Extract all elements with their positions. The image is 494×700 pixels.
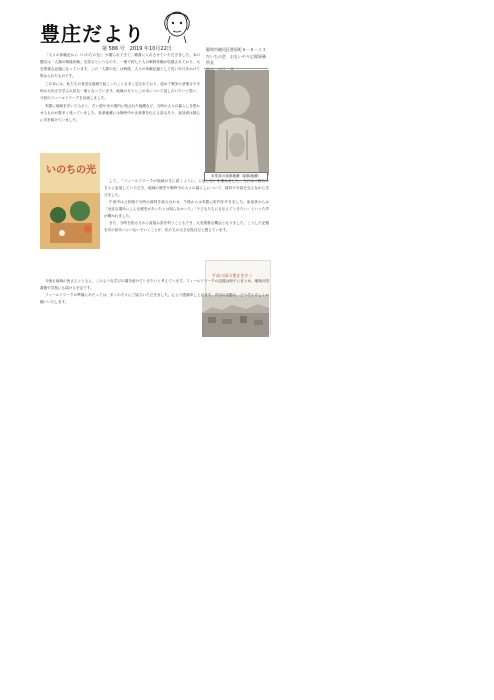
divider (204, 68, 268, 69)
article-closing (40, 278, 269, 306)
intro-paragraph: この本には、私たちの身近な地域で起こったことも多く記されており、改めて戦争の悲惨さや平和の大切さを学ぶ大切な一冊となっています。地域の方々とこの本について話し合いたいと思い、今回のフィールドワークを計画しました。 (40, 82, 200, 100)
jizo-photo (205, 70, 269, 175)
closing-paragraph: 今後も地域の皆さんとともに、このような学びの場を続けていきたいと考えています。フィールドワークの記録は冊子にまとめ、地域の図書館や学校にも届ける予定です。 (40, 279, 269, 290)
closing-paragraph: フィールドワークの準備にあたっては、多くの方々にご協力いただきました。心より感謝申し上げます。次回の活動も、どうぞよろしくお願いいたします。 (40, 293, 269, 304)
book-title: いのちの光 (46, 165, 96, 176)
author-portrait-sketch (160, 6, 194, 44)
intro-paragraph: 「人々の体験記から（いのちの光）」が贈られてきて、蔵書に入れさせていただきました。本の題名は「人類の戦後体験」を語るというもので、一冊で約七十人の戦時体験が収録されており、大変貴重な記録になっています。この「人類の光」は戦後、人々の体験記録として長い年月をかけて集められたものです。 (40, 53, 200, 78)
affiliation-line: 静岡市駿河区豊原町８－８－１３ (206, 47, 266, 52)
issue-line: 第 586 号 2019 年10月22日 (102, 46, 172, 52)
page-title: 豊庄だより (40, 22, 145, 46)
book-cover-image (40, 153, 100, 249)
report-title: 平成の頃の豊庄を歩く (212, 273, 253, 278)
affiliation-line: だいちの会 おもいやり広場事務所長 (206, 53, 266, 66)
main-paragraph: また、当時を知る方から直接お話を伺うこともでき、大変貴重な機会となりました。こうした記憶を次の世代へとつないでいくことが、私たちの大きな役目だと感じています。 (104, 221, 269, 232)
main-paragraph: して、「フィールドワークが地域の方に届くように」と話し合いを重ねました。当日は十数名の方々に参加していただき、地域の歴史や戦時中の人々の暮らしについて、資料や写真を交えながら学びました。 (104, 179, 269, 197)
article-intro (40, 52, 200, 125)
main-paragraph: 午前中は公民館で当時の資料を読み合わせ、午後からは実際に町内を歩きました。参加者からは「身近な場所にこんな歴史があったとは知らなかった」「子どもたちにも伝えていきたい」といった声が聞かれました。 (104, 200, 269, 218)
intro-paragraph: 実際に地域を歩いてみると、古い道や寺の境内に残された地蔵など、当時の人々の暮らしを思わせるものが数多く残っていました。延命地蔵には戦時中の出来事を伝える話もあり、参加者は熱心に耳を傾けていました。 (40, 104, 200, 122)
jizo-photo-caption: 本堂前の延命地蔵（昭和地蔵） (204, 172, 268, 181)
article-main (104, 178, 269, 234)
